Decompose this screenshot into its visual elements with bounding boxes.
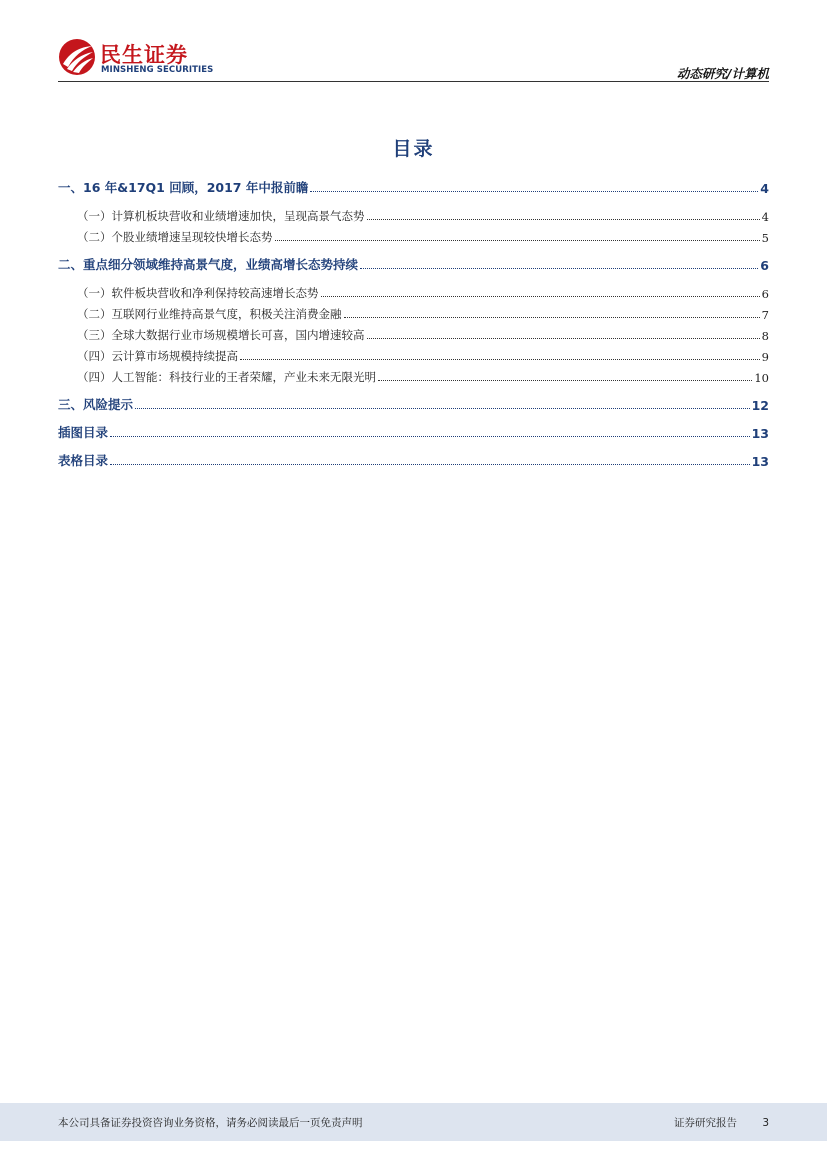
toc-leader-dots [135, 408, 750, 409]
toc-entry-text: （一）计算机板块营收和业绩增速加快，呈现高景气态势 [77, 209, 365, 223]
header-divider [58, 81, 769, 82]
report-category: 动态研究/计算机 [676, 66, 769, 81]
toc-leader-dots [321, 296, 760, 297]
toc-leader-dots [367, 219, 760, 220]
toc-title: 目录 [392, 138, 435, 160]
toc-page-number: 13 [751, 426, 769, 441]
toc-entry-figure-list[interactable] [58, 423, 769, 441]
toc-page-number: 8 [761, 329, 769, 343]
toc-page-number: 13 [751, 454, 769, 469]
toc-page-number: 4 [761, 210, 769, 224]
toc-entry-section-1-1[interactable] [58, 206, 769, 224]
toc-entry-text: 插图目录 [58, 425, 109, 440]
toc-leader-dots [110, 436, 750, 437]
toc-page-number: 6 [760, 258, 769, 273]
toc-entry-text: （二）互联网行业维持高景气度，积极关注消费金融 [77, 307, 342, 321]
page-footer [0, 1103, 827, 1141]
toc-leader-dots [310, 191, 758, 192]
toc-entry-table-list[interactable] [58, 451, 769, 469]
toc-entry-text: （三）全球大数据行业市场规模增长可喜，国内增速较高 [77, 328, 365, 342]
toc-leader-dots [110, 464, 750, 465]
toc-leader-dots [367, 338, 760, 339]
toc-page-number: 12 [751, 398, 769, 413]
page-header [0, 0, 827, 82]
toc-entry-section-1[interactable] [58, 178, 769, 196]
toc-entry-section-3[interactable] [58, 395, 769, 413]
toc-entry-text: （四）人工智能：科技行业的王者荣耀，产业未来无限光明 [77, 370, 376, 384]
footer-disclaimer: 本公司具备证券投资咨询业务资格，请务必阅读最后一页免责声明 [58, 1117, 363, 1129]
toc-leader-dots [378, 380, 752, 381]
toc-leader-dots [275, 240, 760, 241]
toc-entry-text: （四）云计算市场规模持续提高 [77, 349, 238, 363]
logo-chinese-text: 民生证券 [100, 43, 188, 67]
toc-page-number: 4 [760, 181, 769, 196]
toc-entry-section-2-3[interactable] [58, 325, 769, 343]
toc-entry-section-2-5[interactable] [58, 367, 769, 385]
footer-right [674, 1115, 769, 1130]
toc-entry-text: 三、风险提示 [58, 397, 134, 412]
company-logo [58, 38, 218, 78]
logo-english-text: MINSHENG SECURITIES [101, 65, 214, 75]
toc-leader-dots [344, 317, 760, 318]
footer-page-number: 3 [762, 1117, 769, 1129]
footer-doc-type: 证券研究报告 [673, 1117, 737, 1129]
toc-page-number: 10 [754, 371, 769, 385]
toc-leader-dots [360, 268, 758, 269]
toc-entry-text: （一）软件板块营收和净利保持较高速增长态势 [77, 286, 319, 300]
toc-entry-section-2-4[interactable] [58, 346, 769, 364]
toc-page-number: 7 [761, 308, 769, 322]
toc-leader-dots [240, 359, 760, 360]
toc-entry-section-2-1[interactable] [58, 283, 769, 301]
toc-entry-text: 一、16 年&17Q1 回顾，2017 年中报前瞻 [58, 180, 309, 195]
toc-entry-section-1-2[interactable] [58, 227, 769, 245]
toc-entry-section-2-2[interactable] [58, 304, 769, 322]
toc-page-number: 5 [761, 231, 769, 245]
toc-entry-section-2[interactable] [58, 255, 769, 273]
toc-entry-text: 二、重点细分领域维持高景气度，业绩高增长态势持续 [58, 257, 359, 272]
toc-entry-text: （二）个股业绩增速呈现较快增长态势 [77, 230, 273, 244]
toc-page-number: 9 [761, 350, 769, 364]
toc-page-number: 6 [761, 287, 769, 301]
minsheng-logo-icon [58, 38, 96, 76]
toc-entry-text: 表格目录 [58, 453, 109, 468]
